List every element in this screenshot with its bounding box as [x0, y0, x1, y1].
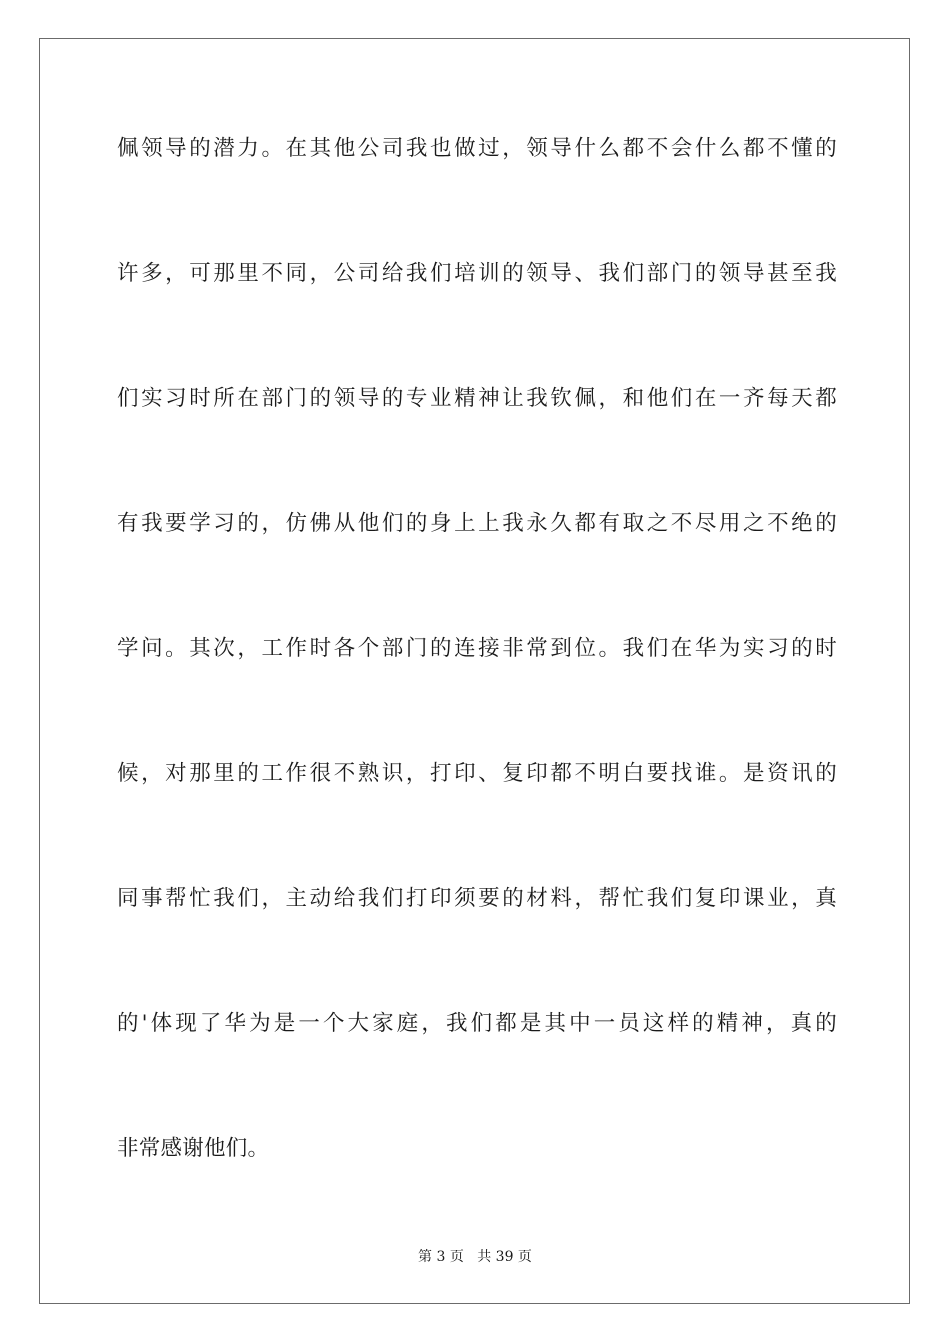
page-number: 第 3 页 — [418, 1249, 464, 1265]
paragraph-line: 佩领导的潜力。在其他公司我也做过，领导什么都不会什么都不懂的 — [117, 136, 837, 161]
paragraph-line: 的'体现了华为是一个大家庭，我们都是其中一员这样的精神，真的 — [117, 1011, 837, 1036]
page-footer — [0, 1248, 950, 1266]
paragraph-line: 们实习时所在部门的领导的专业精神让我钦佩，和他们在一齐每天都 — [117, 386, 837, 411]
paragraph-line: 候，对那里的工作很不熟识，打印、复印都不明白要找谁。是资讯的 — [117, 761, 837, 786]
paragraph-line: 有我要学习的，仿佛从他们的身上上我永久都有取之不尽用之不绝的 — [117, 511, 837, 536]
page-total: 共 39 页 — [477, 1249, 532, 1265]
paragraph-line: 同事帮忙我们，主动给我们打印须要的材料，帮忙我们复印课业，真 — [117, 886, 837, 911]
paragraph-line: 学问。其次，工作时各个部门的连接非常到位。我们在华为实习的时 — [117, 636, 837, 661]
paragraph-line: 许多，可那里不同，公司给我们培训的领导、我们部门的领导甚至我 — [117, 261, 837, 286]
paragraph-line-last: 非常感谢他们。 — [117, 1136, 270, 1161]
page-border — [39, 38, 910, 1304]
